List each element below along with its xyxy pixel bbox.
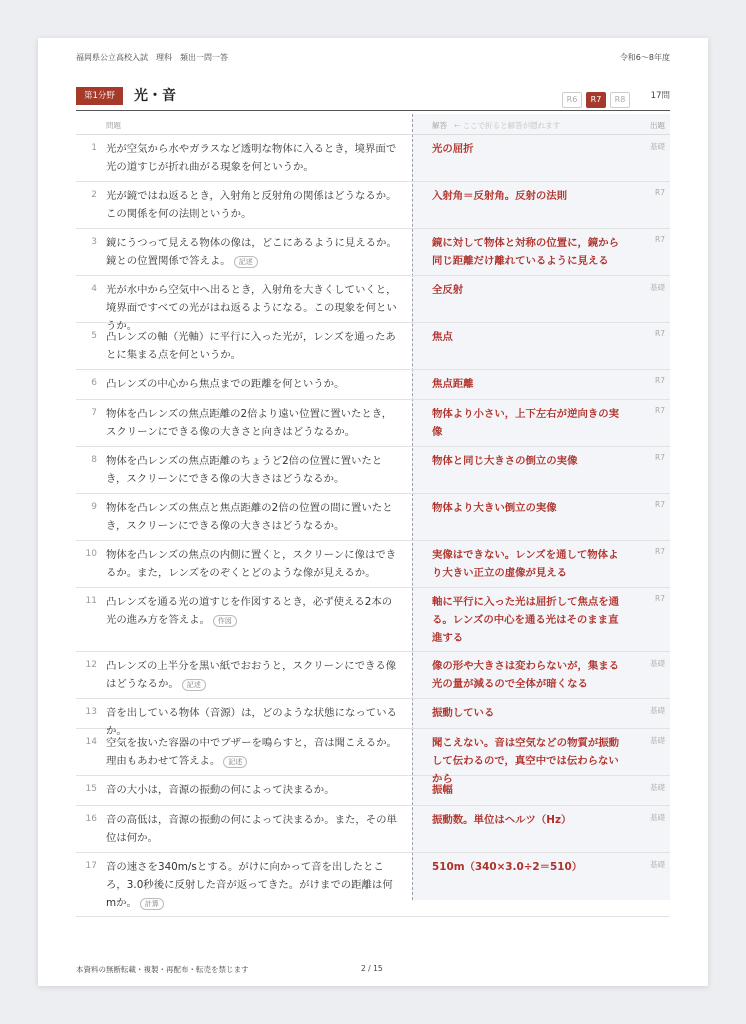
question-text — [106, 858, 402, 912]
answer-text: 振幅 — [432, 784, 453, 796]
document-page — [38, 38, 708, 986]
question-text — [106, 187, 402, 223]
field-badge: 第1分野 — [76, 87, 123, 105]
question-type-tag: 作図 — [213, 615, 237, 627]
fold-hint: ← ここで折ると解答が隠れます — [454, 121, 561, 130]
question-body: 凸レンズの軸（光軸）に平行に入った光が，レンズを通ったあとに集まる点を何というか。 — [106, 331, 396, 361]
question-body: 物体を凸レンズの焦点距離のちょうど2倍の位置に置いたとき，スクリーンにできる像の大きさはどうなるか。 — [106, 455, 383, 485]
answer-text: 振動数。単位はヘルツ（Hz） — [432, 814, 572, 826]
source-label: 基礎 — [650, 736, 665, 745]
answer-text: 物体より大きい倒立の実像 — [432, 502, 557, 514]
question-number: 2 — [91, 190, 97, 200]
source-label: R7 — [655, 594, 665, 603]
table-row — [76, 323, 670, 370]
question-body: 凸レンズを通る光の道すじを作図するとき，必ず使える2本の光の進み方を答えよ。 — [106, 596, 393, 626]
page-header — [76, 52, 670, 63]
question-number: 11 — [85, 596, 97, 606]
table-row — [76, 588, 670, 652]
page-number: 2 / 15 — [361, 964, 383, 973]
page-footer — [76, 964, 670, 975]
header-title: 福岡県公立高校入試 理科 頻出一問一答 — [76, 53, 228, 62]
question-number: 5 — [91, 331, 97, 341]
table-body — [76, 135, 670, 917]
table-row — [76, 853, 670, 917]
table-row — [76, 182, 670, 229]
question-number: 4 — [91, 284, 97, 294]
source-label: R7 — [655, 547, 665, 556]
question-number: 7 — [91, 408, 97, 418]
question-number: 3 — [91, 237, 97, 247]
question-number: 12 — [85, 660, 97, 670]
section-title-row — [76, 86, 670, 111]
table-row — [76, 776, 670, 806]
source-label: R7 — [655, 329, 665, 338]
table-header — [76, 114, 670, 135]
source-label: 基礎 — [650, 283, 665, 292]
table-row — [76, 276, 670, 332]
source-label: 基礎 — [650, 860, 665, 869]
question-body: 音の高低は，音源の振動の何によって決まるか。また，その単位は何か。 — [106, 814, 397, 844]
question-number: 1 — [91, 143, 97, 153]
question-count: 17問 — [650, 91, 670, 101]
table-row — [76, 699, 670, 737]
question-type-tag: 計算 — [140, 898, 164, 910]
table-row — [76, 541, 670, 588]
question-text — [106, 546, 402, 582]
year-tab-r8[interactable]: R8 — [610, 92, 630, 108]
source-label: R7 — [655, 188, 665, 197]
column-question: 問題 — [106, 121, 121, 130]
question-body: 物体を凸レンズの焦点と焦点距離の2倍の位置の間に置いたとき，スクリーンにできる像の大きさはどうなるか。 — [106, 502, 393, 532]
source-label: R7 — [655, 406, 665, 415]
question-text — [106, 375, 402, 393]
answer-text: 全反射 — [432, 284, 464, 296]
table-row — [76, 135, 670, 182]
year-tab-r7[interactable]: R7 — [586, 92, 606, 108]
source-label: 基礎 — [650, 659, 665, 668]
question-body: 光が水中から空気中へ出るとき，入射角を大きくしていくと，境界面ですべての光がはね返るようになる。この現象を何というか。 — [106, 284, 397, 332]
question-number: 6 — [91, 378, 97, 388]
question-text — [106, 657, 402, 693]
answer-text: 焦点距離 — [432, 378, 474, 390]
question-body: 物体を凸レンズの焦点距離の2倍より遠い位置に置いたとき，スクリーンにできる像の大きさと向きはどうなるか。 — [106, 408, 393, 438]
source-label: 基礎 — [650, 706, 665, 715]
column-answer: 解答 — [432, 121, 447, 130]
source-label: R7 — [655, 235, 665, 244]
question-type-tag: 記述 — [182, 679, 206, 691]
question-text — [106, 499, 402, 535]
question-text — [106, 452, 402, 488]
answer-text: 物体より小さい，上下左右が逆向きの実像 — [432, 408, 620, 438]
section-title: 光・音 — [134, 88, 176, 104]
question-body: 光が鏡ではね返るとき，入射角と反射角の関係はどうなるか。この関係を何の法則というか。 — [106, 190, 397, 220]
question-body: 空気を抜いた容器の中でブザーを鳴らすと，音は聞こえるか。理由もあわせて答えよ。 — [106, 737, 397, 767]
column-source: 出題 — [650, 121, 665, 130]
question-text — [106, 405, 402, 441]
qa-table — [76, 114, 670, 917]
question-text — [106, 811, 402, 847]
question-number: 9 — [91, 502, 97, 512]
table-row — [76, 447, 670, 494]
question-text — [106, 328, 402, 364]
answer-text: 聞こえない。音は空気などの物質が振動して伝わるので，真空中では伝わらないから — [432, 737, 620, 785]
question-text — [106, 734, 402, 770]
answer-text: 軸に平行に入った光は屈折して焦点を通る。レンズの中心を通る光はそのまま直進する — [432, 596, 620, 644]
question-number: 14 — [85, 737, 97, 747]
source-label: 基礎 — [650, 813, 665, 822]
answer-text: 焦点 — [432, 331, 453, 343]
source-label: 基礎 — [650, 783, 665, 792]
answer-text: 鏡に対して物体と対称の位置に，鏡から同じ距離だけ離れているように見える — [432, 237, 620, 267]
question-body: 鏡にうつって見える物体の像は，どこにあるように見えるか。鏡との位置関係で答えよ。 — [106, 237, 397, 267]
table-row — [76, 729, 670, 785]
question-text — [106, 781, 402, 799]
answer-text: 510m（340×3.0÷2＝510） — [432, 861, 583, 873]
table-row — [76, 229, 670, 276]
question-type-tag: 記述 — [223, 756, 247, 768]
question-body: 物体を凸レンズの焦点の内側に置くと，スクリーンに像はできるか。また，レンズをのぞくとどのような像が見えるか。 — [106, 549, 397, 579]
question-number: 17 — [85, 861, 97, 871]
source-label: R7 — [655, 376, 665, 385]
question-body: 光が空気から水やガラスなど透明な物体に入るとき，境界面で光の道すじが折れ曲がる現象を何というか。 — [106, 143, 397, 173]
question-number: 15 — [85, 784, 97, 794]
question-number: 13 — [85, 707, 97, 717]
answer-text: 実像はできない。レンズを通して物体より大きい正立の虚像が見える — [432, 549, 619, 579]
source-label: 基礎 — [650, 142, 665, 151]
question-body: 音の速さを340m/sとする。がけに向かって音を出したところ，3.0秒後に反射した音が返ってきた。がけまでの距離は何mか。 — [106, 861, 393, 909]
table-row — [76, 652, 670, 699]
header-years: 令和6〜8年度 — [619, 53, 670, 62]
question-body: 音を出している物体（音源）は，どのような状態になっているか。 — [106, 707, 397, 737]
question-number: 10 — [85, 549, 97, 559]
question-body: 音の大小は，音源の振動の何によって決まるか。 — [106, 784, 335, 796]
table-row — [76, 370, 670, 400]
answer-text: 光の屈折 — [432, 143, 474, 155]
question-body: 凸レンズの中心から焦点までの距離を何というか。 — [106, 378, 345, 390]
source-label: R7 — [655, 453, 665, 462]
copyright-notice: 本資料の無断転載・複製・再配布・転売を禁じます — [76, 965, 249, 974]
question-body: 凸レンズの上半分を黒い紙でおおうと，スクリーンにできる像はどうなるか。 — [106, 660, 397, 690]
answer-text: 振動している — [432, 707, 495, 719]
answer-text: 入射角＝反射角。反射の法則 — [432, 190, 568, 202]
year-tab-r6[interactable]: R6 — [562, 92, 582, 108]
table-row — [76, 806, 670, 853]
question-text — [106, 140, 402, 176]
question-text — [106, 234, 402, 270]
question-type-tag: 記述 — [234, 256, 258, 268]
answer-text: 像の形や大きさは変わらないが，集まる光の量が減るので全体が暗くなる — [432, 660, 620, 690]
source-label: R7 — [655, 500, 665, 509]
table-row — [76, 494, 670, 541]
question-number: 16 — [85, 814, 97, 824]
year-tabs — [558, 87, 630, 108]
question-text — [106, 593, 402, 629]
table-row — [76, 400, 670, 447]
answer-text: 物体と同じ大きさの倒立の実像 — [432, 455, 578, 467]
question-number: 8 — [91, 455, 97, 465]
